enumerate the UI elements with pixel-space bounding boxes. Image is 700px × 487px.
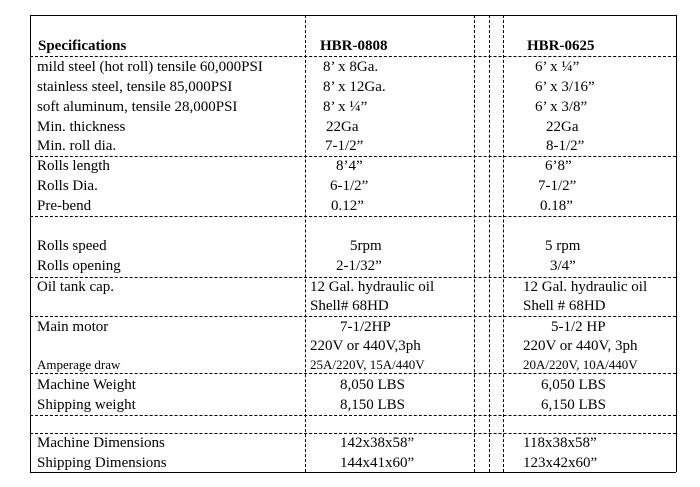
row-value-a: 144x41x60” — [340, 455, 415, 471]
row-label: Rolls opening — [37, 258, 121, 274]
row-label: Amperage draw — [37, 357, 121, 372]
row-label: Oil tank cap. — [37, 279, 115, 295]
row-label: mild steel (hot roll) tensile 60,000PSI — [37, 59, 263, 75]
row-divider — [30, 56, 676, 57]
row-label: Rolls length — [37, 158, 110, 174]
row-value-a: 142x38x58” — [340, 435, 415, 451]
row-value-a: 8’ x 8Ga. — [323, 59, 379, 75]
row-label: soft aluminum, tensile 28,000PSI — [37, 99, 238, 115]
table-left-border — [30, 15, 31, 472]
table-top-border — [30, 15, 676, 16]
row-value-a: Shell# 68HD — [310, 298, 389, 314]
column-divider-gap-1 — [489, 15, 490, 472]
column-divider-label — [305, 15, 306, 472]
column-divider-a — [474, 15, 475, 472]
row-label: Min. roll dia. — [37, 138, 117, 154]
row-label: Min. thickness — [37, 119, 126, 135]
row-value-a: 0.12” — [331, 198, 364, 214]
table-bottom-border — [30, 472, 676, 473]
header-model-b: HBR-0625 — [527, 38, 595, 54]
row-value-b: 22Ga — [546, 119, 579, 135]
header-specifications: Specifications — [38, 38, 127, 54]
row-label: Machine Weight — [37, 377, 136, 393]
row-label: stainless steel, tensile 85,000PSI — [37, 79, 233, 95]
row-label: Pre-bend — [37, 198, 92, 214]
row-value-b: 6’8” — [545, 158, 572, 174]
row-value-a: 6-1/2” — [330, 178, 369, 194]
row-value-b: 8-1/2” — [546, 138, 585, 154]
row-divider — [30, 316, 676, 317]
row-value-b: 6’ x 3/8” — [535, 99, 588, 115]
row-value-a: 7-1/2HP — [340, 319, 391, 335]
row-value-b: 12 Gal. hydraulic oil — [523, 279, 648, 295]
row-value-b: 123x42x60” — [523, 455, 598, 471]
header-model-a: HBR-0808 — [320, 38, 388, 54]
row-value-b: 6,150 LBS — [541, 397, 607, 413]
row-value-a: 8,050 LBS — [340, 377, 406, 393]
row-divider — [30, 216, 676, 217]
table-right-border — [676, 15, 677, 472]
row-value-b: 6’ x ¼” — [535, 59, 580, 75]
row-label: Shipping Dimensions — [37, 455, 167, 471]
row-value-a: 220V or 440V,3ph — [310, 338, 421, 354]
row-value-b: Shell # 68HD — [523, 298, 606, 314]
row-value-a: 8’ x 12Ga. — [323, 79, 386, 95]
row-value-a: 7-1/2” — [325, 138, 364, 154]
row-label: Rolls Dia. — [37, 178, 98, 194]
row-value-a: 8’ x ¼” — [323, 99, 368, 115]
row-label: Rolls speed — [37, 238, 107, 254]
row-label: Machine Dimensions — [37, 435, 165, 451]
row-value-b: 3/4” — [550, 258, 576, 274]
row-label: Shipping weight — [37, 397, 136, 413]
row-value-b: 5 rpm — [545, 238, 581, 254]
row-value-a: 25A/220V, 15A/440V — [310, 357, 425, 372]
row-value-a: 22Ga — [326, 119, 359, 135]
row-value-a: 12 Gal. hydraulic oil — [310, 279, 435, 295]
row-value-b: 0.18” — [540, 198, 573, 214]
row-label: Main motor — [37, 319, 109, 335]
row-value-a: 8,150 LBS — [340, 397, 406, 413]
row-divider — [30, 415, 676, 416]
row-value-a: 5rpm — [350, 238, 382, 254]
row-value-b: 6’ x 3/16” — [535, 79, 595, 95]
column-divider-gap-2 — [503, 15, 504, 472]
row-value-a: 8’4” — [336, 158, 363, 174]
row-value-b: 7-1/2” — [538, 178, 577, 194]
row-value-b: 118x38x58” — [523, 435, 597, 451]
row-value-b: 5-1/2 HP — [551, 319, 606, 335]
row-value-a: 2-1/32” — [336, 258, 382, 274]
row-value-b: 6,050 LBS — [541, 377, 607, 393]
row-value-b: 220V or 440V, 3ph — [523, 338, 638, 354]
row-value-b: 20A/220V, 10A/440V — [523, 357, 638, 372]
